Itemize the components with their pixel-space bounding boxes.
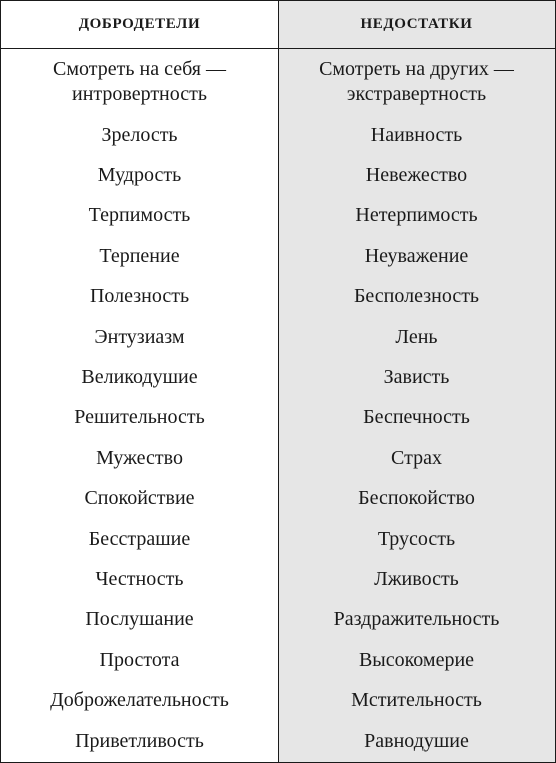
table-row	[1, 640, 555, 680]
flaw-cell: Мстительность	[351, 689, 482, 712]
virtue-cell: Энтузиазм	[94, 325, 185, 348]
flaw-cell: Раздражительность	[333, 608, 500, 631]
table-row	[1, 277, 555, 317]
virtue-cell	[1, 57, 278, 107]
flaw-cell: Невежество	[365, 164, 468, 187]
flaw-cell: Нетерпимость	[355, 204, 478, 227]
virtue-cell: Простота	[99, 648, 180, 671]
flaw-cell: Беспокойство	[358, 487, 475, 510]
flaw-cell: Высокомерие	[358, 648, 475, 671]
table-row	[1, 479, 555, 519]
virtue-cell: Приветливость	[75, 729, 204, 752]
flaw-cell: Лживость	[374, 567, 459, 590]
table-row	[1, 317, 555, 357]
table-row	[1, 721, 555, 761]
flaw-cell: Равнодушие	[364, 729, 469, 752]
table-row	[1, 357, 555, 397]
flaw-cell: Наивность	[370, 123, 463, 146]
flaw-cell	[278, 57, 555, 107]
virtue-cell: Мужество	[96, 446, 183, 469]
virtue-cell: Мудрость	[97, 164, 182, 187]
virtue-cell: Полезность	[89, 285, 190, 308]
virtue-cell: Послушание	[85, 608, 194, 631]
virtue-cell: Зрелость	[101, 123, 178, 146]
flaw-cell: Зависть	[383, 366, 450, 389]
table-row	[1, 600, 555, 640]
table-row	[1, 519, 555, 559]
table-row	[1, 559, 555, 599]
virtue-cell: Терпение	[99, 244, 180, 267]
flaw-cell: Беспечность	[363, 406, 470, 429]
table-row	[1, 236, 555, 276]
table-row	[1, 155, 555, 195]
table-row	[1, 438, 555, 478]
flaw-cell: Страх	[391, 446, 442, 469]
table-row	[1, 196, 555, 236]
table-row	[1, 398, 555, 438]
table-header-row	[1, 1, 555, 49]
virtue-cell: Спокойствие	[84, 487, 195, 510]
virtue-cell: Бесстрашие	[88, 527, 191, 550]
flaws-header: НЕДОСТАТКИ	[360, 16, 473, 32]
table-row	[1, 680, 555, 720]
flaw-cell: Бесполезность	[353, 285, 480, 308]
virtue-cell: Честность	[95, 567, 184, 590]
flaw-cell: Лень	[395, 325, 438, 348]
virtues-header: ДОБРОДЕТЕЛИ	[78, 16, 201, 32]
virtue-cell-line: интровертность	[71, 83, 207, 105]
virtue-cell: Великодушие	[81, 366, 198, 389]
virtue-cell: Решительность	[74, 406, 205, 429]
flaw-cell: Неуважение	[364, 244, 469, 267]
table-body	[1, 57, 555, 761]
table-row	[1, 115, 555, 155]
virtue-cell-line: Смотреть на себя —	[53, 58, 226, 80]
virtue-cell: Терпимость	[88, 204, 191, 227]
table-row	[1, 57, 555, 115]
flaw-cell: Трусость	[377, 527, 456, 550]
flaw-cell-line: Смотреть на других —	[319, 58, 514, 80]
flaw-cell-line: экстравертность	[346, 83, 487, 105]
virtue-cell: Доброжелательность	[50, 689, 229, 712]
